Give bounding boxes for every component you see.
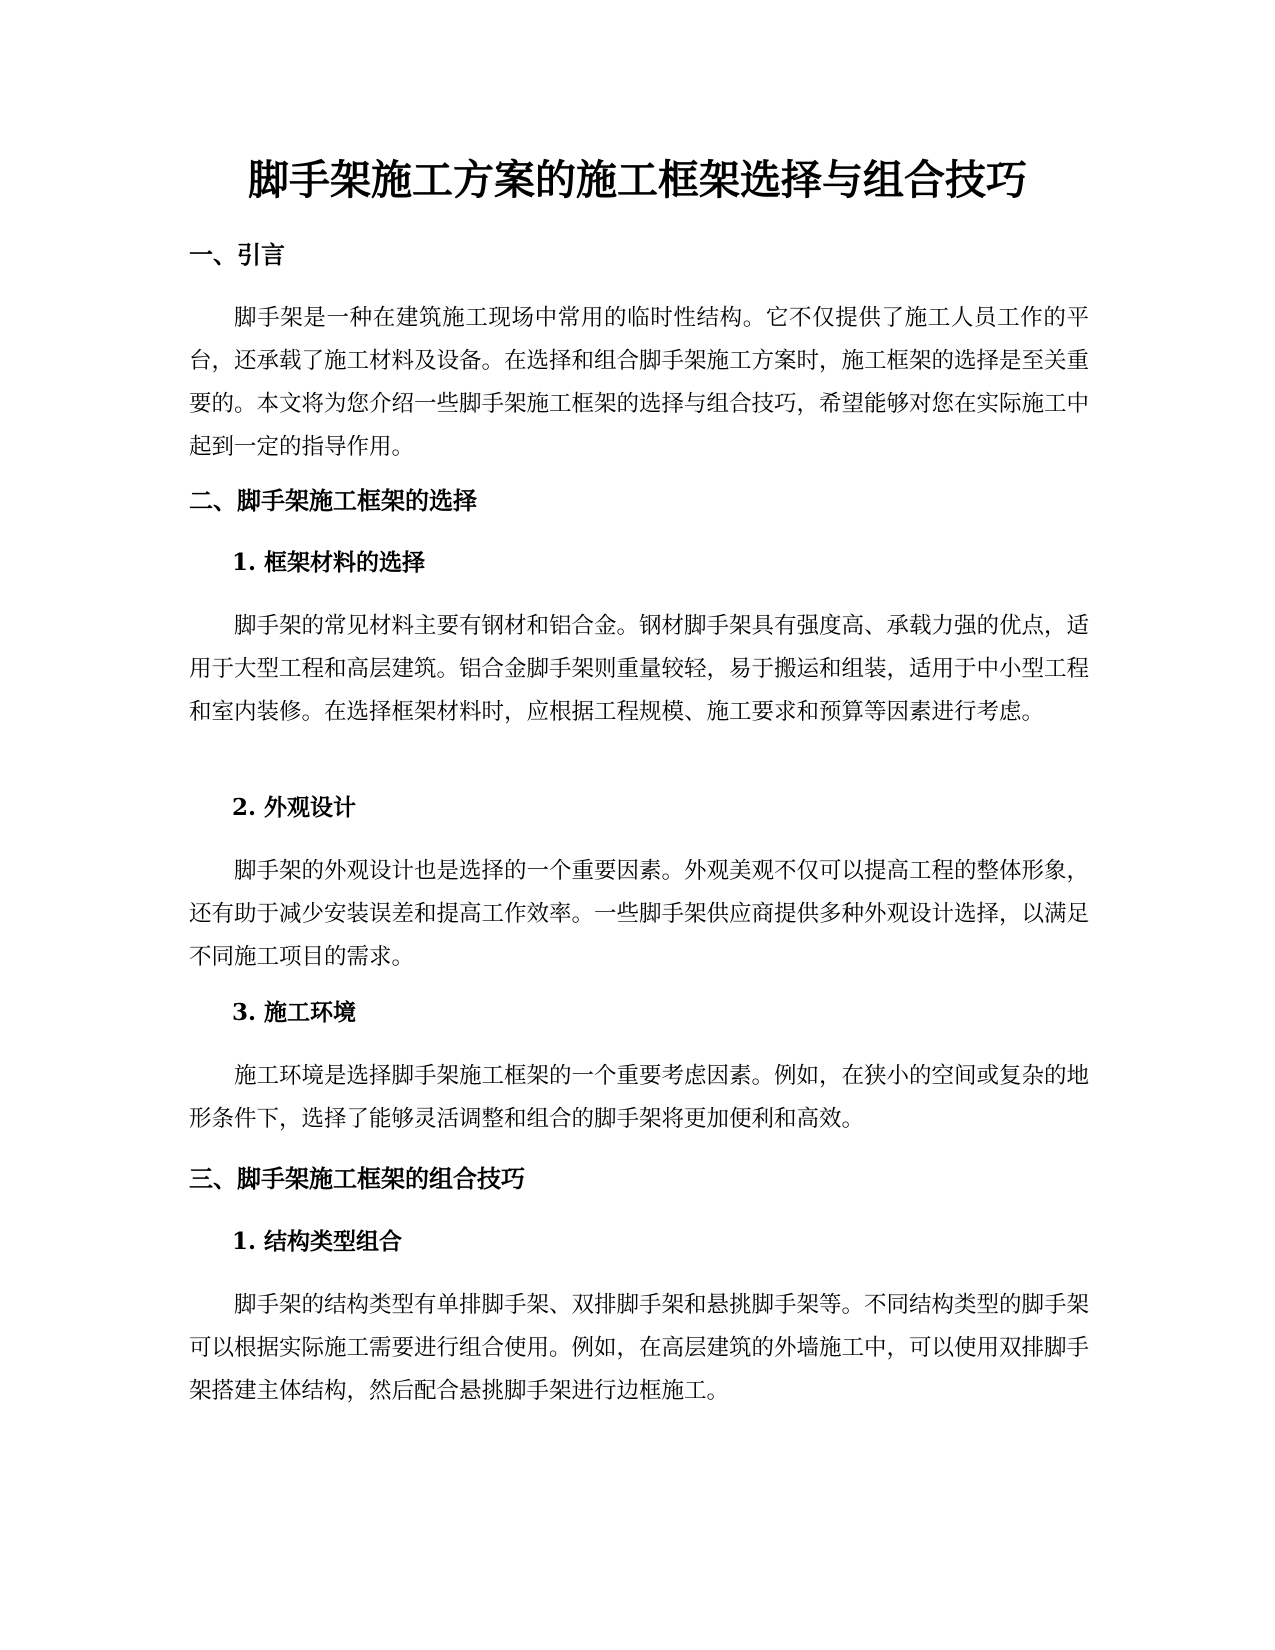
section-heading-frame-selection: 二、脚手架施工框架的选择 — [189, 487, 477, 515]
section-heading-introduction: 一、引言 — [189, 241, 285, 269]
paragraph-frame-material: 脚手架的常见材料主要有钢材和铝合金。钢材脚手架具有强度高、承载力强的优点，适用于大型工程和高层建筑。铝合金脚手架则重量较轻，易于搬运和组装，适用于中小型工程和室内装修。在选择框架材料时，应根据工程规模、施工要求和预算等因素进行考虑。 — [189, 613, 1090, 725]
paragraph-construction-environment: 施工环境是选择脚手架施工框架的一个重要考虑因素。例如，在狭小的空间或复杂的地形条件下，选择了能够灵活调整和组合的脚手架将更加便利和高效。 — [189, 1063, 1090, 1132]
paragraph-introduction: 脚手架是一种在建筑施工现场中常用的临时性结构。它不仅提供了施工人员工作的平台，还承载了施工材料及设备。在选择和组合脚手架施工方案时，施工框架的选择是至关重要的。本文将为您介绍一些脚手架施工框架的选择与组合技巧，希望能够对您在实际施工中起到一定的指导作用。 — [189, 305, 1090, 460]
section-heading-combination-techniques: 三、脚手架施工框架的组合技巧 — [189, 1165, 525, 1193]
subheading-construction-environment: 3. 施工环境 — [232, 999, 357, 1026]
subheading-structure-type-combination: 1. 结构类型组合 — [232, 1228, 403, 1255]
paragraph-structure-type-combination: 脚手架的结构类型有单排脚手架、双排脚手架和悬挑脚手架等。不同结构类型的脚手架可以根据实际施工需要进行组合使用。例如，在高层建筑的外墙施工中，可以使用双排脚手架搭建主体结构，然后配合悬挑脚手架进行边框施工。 — [189, 1292, 1090, 1404]
subheading-appearance-design: 2. 外观设计 — [232, 794, 357, 821]
document-title: 脚手架施工方案的施工框架选择与组合技巧 — [248, 156, 1027, 204]
subheading-frame-material: 1. 框架材料的选择 — [232, 549, 426, 576]
paragraph-appearance-design: 脚手架的外观设计也是选择的一个重要因素。外观美观不仅可以提高工程的整体形象，还有助于减少安装误差和提高工作效率。一些脚手架供应商提供多种外观设计选择，以满足不同施工项目的需求。 — [189, 858, 1090, 970]
